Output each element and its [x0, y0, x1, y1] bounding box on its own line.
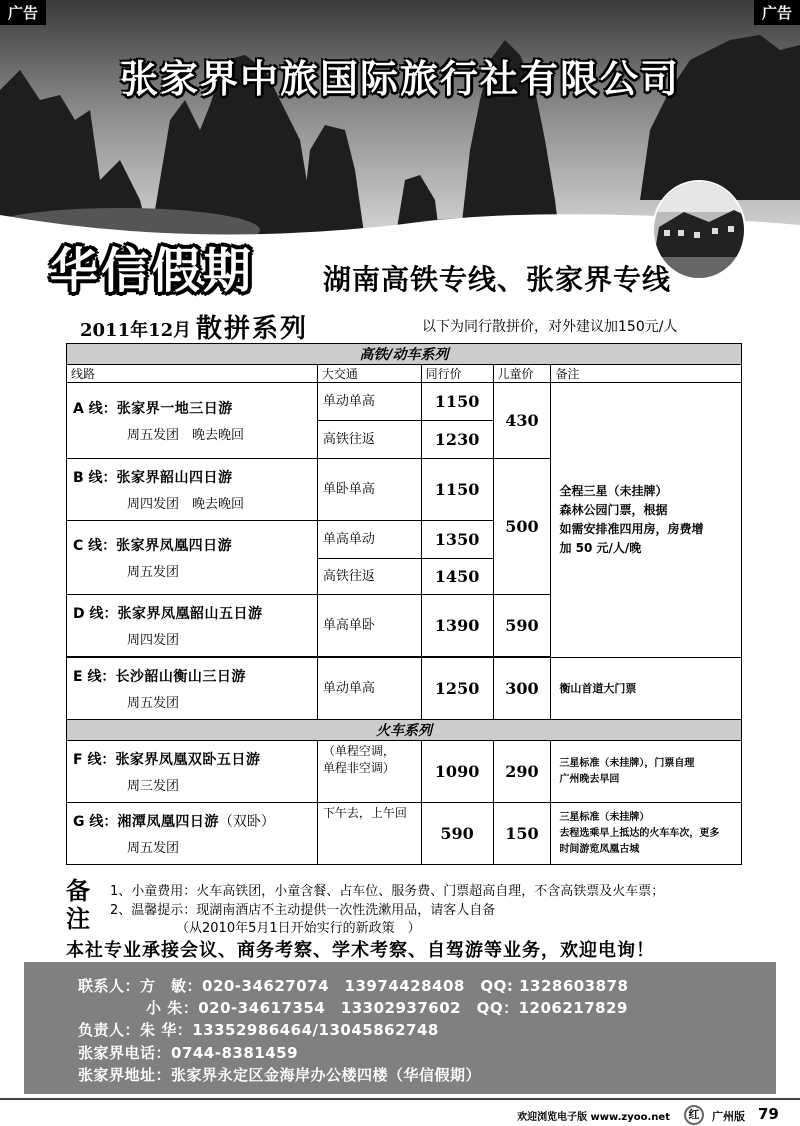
peer-price-cell: 1150: [421, 459, 493, 521]
route-name: 张家界凤凰双卧五日游: [115, 752, 261, 768]
route-schedule: 周五发团: [127, 696, 180, 711]
page-footer: [0, 1098, 800, 1126]
route-f: [67, 741, 318, 803]
col-header-transport: 大交通: [317, 365, 421, 383]
peer-price-cell: 1090: [421, 741, 493, 803]
transport-cell: 高铁往返: [317, 559, 421, 595]
transport-cell: 单高单动: [317, 521, 421, 559]
remark-line-2: 2、温馨提示：现湖南酒店不主动提供一次性洗漱用品，请客人自备: [110, 903, 496, 918]
note-line: 全程三星（未挂牌）: [559, 484, 668, 498]
series-title: 散拼系列: [196, 314, 309, 344]
route-schedule: 周五发团: [127, 565, 180, 580]
note-line: 森林公园门票，根据: [559, 503, 668, 517]
contact-line-4: 张家界电话：0744-8381459: [78, 1044, 299, 1062]
note-line: 加 50 元/人/晚: [559, 541, 642, 555]
route-code: B 线：: [73, 470, 117, 486]
footer-edition: 广州版: [712, 1110, 745, 1123]
note-line: 三星标准（未挂牌），门票自理: [559, 757, 695, 769]
remarks-label-char: 注: [66, 905, 90, 933]
table-header-row: [67, 365, 742, 383]
note-cell: 衡山首道大门票: [551, 658, 742, 720]
transport-line: 单程非空调）: [322, 761, 395, 775]
route-code: G 线：: [73, 814, 118, 830]
contact-box: [24, 962, 776, 1094]
col-header-child-price: 儿童价: [493, 365, 551, 383]
peer-price-cell: 590: [421, 803, 493, 865]
ad-tag-right: 广告: [754, 0, 800, 25]
ad-tag-left: 广告: [0, 0, 46, 25]
transport-cell: 单卧单高: [317, 459, 421, 521]
child-price-cell: 430: [493, 383, 551, 459]
date-label: 2011年12月: [80, 320, 192, 341]
route-d: [67, 595, 318, 657]
contact-line-1: 联系人：方 敏：020-34627074 13974428408 QQ: 1328603878: [78, 977, 629, 995]
section-header-train: 火车系列: [67, 720, 742, 741]
transport-cell: [317, 741, 421, 803]
remark-line-3: （从2010年5月1日开始实行的新政策 ）: [176, 921, 421, 936]
child-price-cell: 150: [493, 803, 551, 865]
peer-price-cell: 1350: [421, 521, 493, 559]
route-name: 张家界凤凰四日游: [116, 538, 233, 554]
route-schedule: 周三发团: [127, 779, 180, 794]
peer-price-cell: 1150: [421, 383, 493, 421]
contact-line-3: 负责人：朱 华：13352986464/13045862748: [78, 1021, 439, 1039]
remark-line-1: 1、小童费用：火车高铁团，小童含餐、占车位、服务费、门票超高自理，不含高铁票及火车票；: [110, 884, 665, 899]
note-line: 时间游览凤凰古城: [559, 843, 640, 855]
child-price-cell: 590: [493, 595, 551, 657]
note-cell-abcd: [551, 383, 742, 658]
table-row: [67, 741, 742, 803]
section-header-highspeed: 高铁/动车系列: [67, 344, 742, 365]
route-code: E 线：: [73, 669, 116, 685]
route-code: D 线：: [73, 606, 118, 622]
peer-price-cell: 1450: [421, 559, 493, 595]
magazine-logo-icon: 红: [684, 1105, 704, 1125]
peer-price-cell: 1250: [421, 658, 493, 720]
note-cell: [551, 803, 742, 865]
col-header-note: 备注: [551, 365, 742, 383]
note-line: 三星标准（未挂牌）: [559, 811, 650, 823]
headline: 湖南高铁专线、张家界专线: [323, 263, 672, 296]
route-b: [67, 459, 318, 521]
transport-cell: 单高单卧: [317, 595, 421, 657]
page-number: 79: [758, 1105, 779, 1123]
route-schedule: 周四发团 晚去晚回: [127, 497, 245, 512]
route-e: [67, 658, 318, 720]
route-name: 长沙韶山衡山三日游: [115, 669, 246, 685]
route-schedule: 周五发团 晚去晚回: [127, 428, 245, 443]
route-code: A 线：: [73, 401, 117, 417]
child-price-cell: 500: [493, 459, 551, 595]
col-header-route: 线路: [67, 365, 318, 383]
route-a: [67, 383, 318, 459]
price-note: 以下为同行散拼价，对外建议加150元/人: [422, 319, 678, 335]
business-slogan: 本社专业承接会议、商务考察、学术考察、自驾游等业务，欢迎电询！: [66, 940, 655, 961]
table-row: [67, 658, 742, 720]
child-price-cell: 300: [493, 658, 551, 720]
price-table: [66, 343, 742, 865]
remarks-label: [66, 877, 96, 933]
route-name: 张家界凤凰韶山五日游: [117, 606, 263, 622]
company-name: 张家界中旅国际旅行社有限公司: [119, 57, 680, 101]
transport-cell: 下午去，上午回: [317, 803, 421, 865]
contact-line-5: 张家界地址：张家界永定区金海岸办公楼四楼（华信假期）: [78, 1066, 482, 1084]
transport-line: （单程空调，: [322, 744, 395, 758]
route-schedule: 周五发团: [127, 841, 180, 856]
brand-logo-text: 华信假期: [50, 243, 255, 299]
col-header-peer-price: 同行价: [421, 365, 493, 383]
route-name: 张家界一地三日游: [116, 401, 233, 417]
transport-cell: 单动单高: [317, 383, 421, 421]
transport-cell: 单动单高: [317, 658, 421, 720]
footer-site-text: 欢迎浏览电子版 www.zyoo.net: [517, 1112, 670, 1123]
note-line: 广州晚去早回: [559, 773, 620, 785]
note-line: 去程选乘早上抵达的火车车次，更多: [559, 827, 720, 839]
table-row: [67, 803, 742, 865]
contact-line-2: 小 朱：020-34617354 13302937602 QQ：1206217829: [146, 999, 628, 1017]
note-cell: [551, 741, 742, 803]
remarks-label-char: 备: [66, 877, 90, 905]
peer-price-cell: 1390: [421, 595, 493, 657]
transport-cell: 高铁往返: [317, 421, 421, 459]
route-name: 湘潭凤凰四日游: [117, 814, 219, 830]
peer-price-cell: 1230: [421, 421, 493, 459]
route-extra: （双卧）: [218, 814, 275, 830]
route-name: 张家界韶山四日游: [116, 470, 233, 486]
route-g: [67, 803, 318, 865]
child-price-cell: 290: [493, 741, 551, 803]
table-row: [67, 383, 742, 421]
route-code: F 线：: [73, 752, 116, 768]
note-line: 如需安排准四用房，房费增: [559, 522, 704, 536]
route-code: C 线：: [73, 538, 117, 554]
route-schedule: 周四发团: [127, 633, 180, 648]
route-c: [67, 521, 318, 595]
